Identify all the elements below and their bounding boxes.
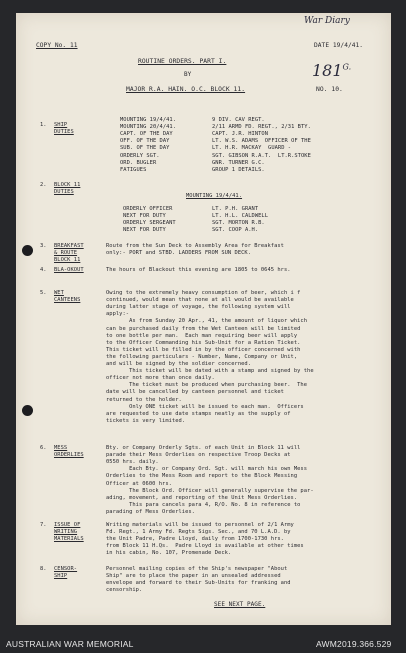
body-line: Only ONE ticket will be issued to each man. Officers xyxy=(106,403,304,410)
section-number: 8. xyxy=(40,566,47,572)
section-heading: MESS xyxy=(54,445,68,451)
duty-value: 2/11 ARMD FD. REGT., 2/31 BTY. xyxy=(212,124,311,131)
section-heading: SHIP xyxy=(54,122,68,128)
document-page xyxy=(16,13,391,625)
body-line: from Block 11 H.Qs. Padre Lloyd is available at other times xyxy=(106,543,304,550)
body-line: Fd. Regt., 1 Army Fd. Regts Sigs. Sec., and 70 L.A.D. by xyxy=(106,529,291,536)
body-line: Owing to the extremely heavy consumption of beer, which i f xyxy=(106,290,301,296)
body-line: to the Officer Commanding his Sub-Unit for a Ration Ticket. xyxy=(106,339,301,346)
body-line: Ship" are to place the paper in an unsealed addressed xyxy=(106,573,281,580)
body-line: Personnel mailing copies of the Ship's newspaper "About xyxy=(106,566,288,572)
copy-number: COPY No. 11 xyxy=(36,42,78,49)
duty-label: ORDERLY OFFICER xyxy=(123,206,173,212)
section-heading: ISSUE OF xyxy=(54,522,81,528)
section-heading: DUTIES xyxy=(54,129,74,136)
body-line: This para cancels para 4, R/O. No. 8 in reference to xyxy=(106,501,301,508)
section-heading: BLOCK 11 xyxy=(54,182,81,188)
section-number: 1. xyxy=(40,122,47,128)
body-line: in his cabin, No. 107, Promenade Deck. xyxy=(106,550,232,557)
body-line: Writing materials will be issued to personnel of 2/1 Army xyxy=(106,522,294,528)
duty-value: GNR. TURNER G.C. xyxy=(212,159,265,166)
handwritten-number: $181^{G.}$ xyxy=(312,61,352,80)
duty-label: NEXT FOR DUTY xyxy=(123,227,166,234)
duty-label: SUB. OF THE DAY xyxy=(120,145,170,152)
section-heading: BLOCK 11 xyxy=(54,257,81,264)
body-line: Route from the Sun Deck to Assembly Area for Breakfast xyxy=(106,243,284,249)
duty-value: LT. H.R. MACKAY GUARD - xyxy=(212,145,292,152)
body-line: This ticket will be dated with a stamp and signed by the xyxy=(106,368,314,375)
body-line: Orderlies to the Mess Room and report to the Block Messing xyxy=(106,473,298,480)
body-line: continued, would mean that none at all would be available xyxy=(106,297,294,304)
duty-label: OFF. OF THE DAY xyxy=(120,138,170,145)
section-heading: WET xyxy=(54,290,64,296)
section-heading: MATERIALS xyxy=(54,536,84,543)
mounting-date: MOUNTING 19/4/41. xyxy=(186,193,243,199)
order-author: MAJOR R.A. HAIN. O.C. BLOCK 11. xyxy=(126,86,246,93)
body-line: censorship. xyxy=(106,587,143,594)
section-heading: WRITING xyxy=(54,529,78,536)
body-line: can be purchased daily from the Wet Canteen will be limited xyxy=(106,325,301,332)
section-heading: CENSOR- xyxy=(54,566,78,572)
section-number: 4. xyxy=(40,267,47,273)
section-heading: & ROUTE xyxy=(54,250,78,257)
order-number: NO. 10. xyxy=(316,86,343,93)
duty-value: CAPT. J.R. HINTON xyxy=(212,131,269,138)
duty-value: SGT. MORTON R.B. xyxy=(212,220,265,227)
body-line: As from Sunday 20 Apr., 41, the amount of liquor which xyxy=(106,318,308,325)
archive-footer xyxy=(0,636,406,653)
duty-label: ORDERLY SGT. xyxy=(120,152,160,159)
footer-credit: AUSTRALIAN WAR MEMORIAL xyxy=(6,639,134,649)
duty-label: MOUNTING 19/4/41. xyxy=(120,117,177,123)
body-line: The hours of Blackout this evening are 1805 to 0645 hrs. xyxy=(106,267,291,273)
section-heading: DUTIES xyxy=(54,189,74,196)
duty-label: NEXT FOR DUTY xyxy=(123,213,166,220)
body-line: to one bottle per man. Each man requiring beer will apply xyxy=(106,332,298,339)
footer-id: AWM2019.366.529 xyxy=(316,639,392,649)
document-date: DATE 19/4/41. xyxy=(314,42,364,49)
duty-value: SGT. COOP A.H. xyxy=(212,227,259,234)
duty-value: SGT. GIBSON R.A.T. LT.R.STOKE xyxy=(212,152,311,159)
body-line: during latter stage of voyage, the following system will xyxy=(106,304,291,311)
body-line: parade their Mess Orderlies on respective Troop Decks at xyxy=(106,452,291,459)
section-number: 5. xyxy=(40,290,47,296)
section-number: 6. xyxy=(40,445,47,451)
punch-hole xyxy=(22,405,33,416)
section-heading: BREAKFAST xyxy=(54,243,84,249)
body-line: tickets is very limited. xyxy=(106,417,186,424)
duty-value: LT. H.L. CALDWELL xyxy=(212,213,269,220)
body-line: date will be cancelled by canteen personnel and ticket xyxy=(106,389,284,396)
duty-value: 9 DIV. CAV REGT. xyxy=(212,117,265,123)
section-number: 7. xyxy=(40,522,47,528)
section-heading: SHIP xyxy=(54,573,68,580)
section-heading: BLA-OKOUT xyxy=(54,267,84,273)
punch-hole xyxy=(22,245,33,256)
body-line: parading of Mess Orderlies. xyxy=(106,508,195,515)
body-line: returned to the holder. xyxy=(106,396,182,403)
duty-label: ORD. BUGLER xyxy=(120,159,157,166)
body-line: and will be signed by the soldier concerned. xyxy=(106,361,251,367)
body-line: officer not more than once daily. xyxy=(106,375,215,382)
body-line: the following particulars - Number, Name, Company or Unit, xyxy=(106,353,298,360)
body-line: are requested to use date stamps neatly as the supply of xyxy=(106,410,291,417)
section-heading: ORDERLIES xyxy=(54,452,84,459)
body-line: envelope and forward to their Sub-Units for franking and xyxy=(106,580,291,587)
body-line: ading, movement, and reporting of the Unit Mess Orderlies. xyxy=(106,494,298,501)
see-next-page: SEE NEXT PAGE. xyxy=(214,601,266,608)
body-line: Bty. or Company Orderly Sgts. of each Unit in Block 11 will xyxy=(106,445,301,451)
duty-label: FATIGUES xyxy=(120,166,147,173)
section-heading: CANTEENS xyxy=(54,297,81,304)
section-number: 2. xyxy=(40,182,47,188)
duty-value: LT. W.S. ADAMS OFFICER OF THE xyxy=(212,138,311,145)
body-line: 0550 hrs. daily. xyxy=(106,459,159,466)
duty-label: ORDERLY SERGEANT xyxy=(123,220,176,227)
body-line: The Block Ord. Officer will generally supervise the par- xyxy=(106,487,314,494)
duty-value: LT. P.H. GRANT xyxy=(212,206,259,212)
order-title: ROUTINE ORDERS. PART I. xyxy=(138,58,227,65)
body-line: Officer at 0600 hrs. xyxy=(106,480,172,487)
duty-value: GROUP 1 DETAILS. xyxy=(212,166,265,173)
body-line: apply:- xyxy=(106,311,130,318)
body-line: Each Bty. or Company Ord. Sgt. will march his own Mess xyxy=(106,466,308,473)
body-line: The ticket must be produced when purchasing beer. The xyxy=(106,382,308,389)
section-number: 3. xyxy=(40,243,47,249)
order-by: BY xyxy=(184,71,192,78)
handwritten-note: War Diary xyxy=(304,16,350,26)
duty-label: CAPT. OF THE DAY xyxy=(120,131,173,138)
body-line: This ticket will be filled in by the officer concerned with xyxy=(106,346,301,353)
body-line: only:- PORT and STBD. LADDERS FROM SUN DECK. xyxy=(106,250,251,257)
duty-label: MOUNTING 20/4/41. xyxy=(120,124,177,131)
body-line: the Unit Padre, Padre Lloyd, daily from 1700-1730 hrs. xyxy=(106,536,284,543)
